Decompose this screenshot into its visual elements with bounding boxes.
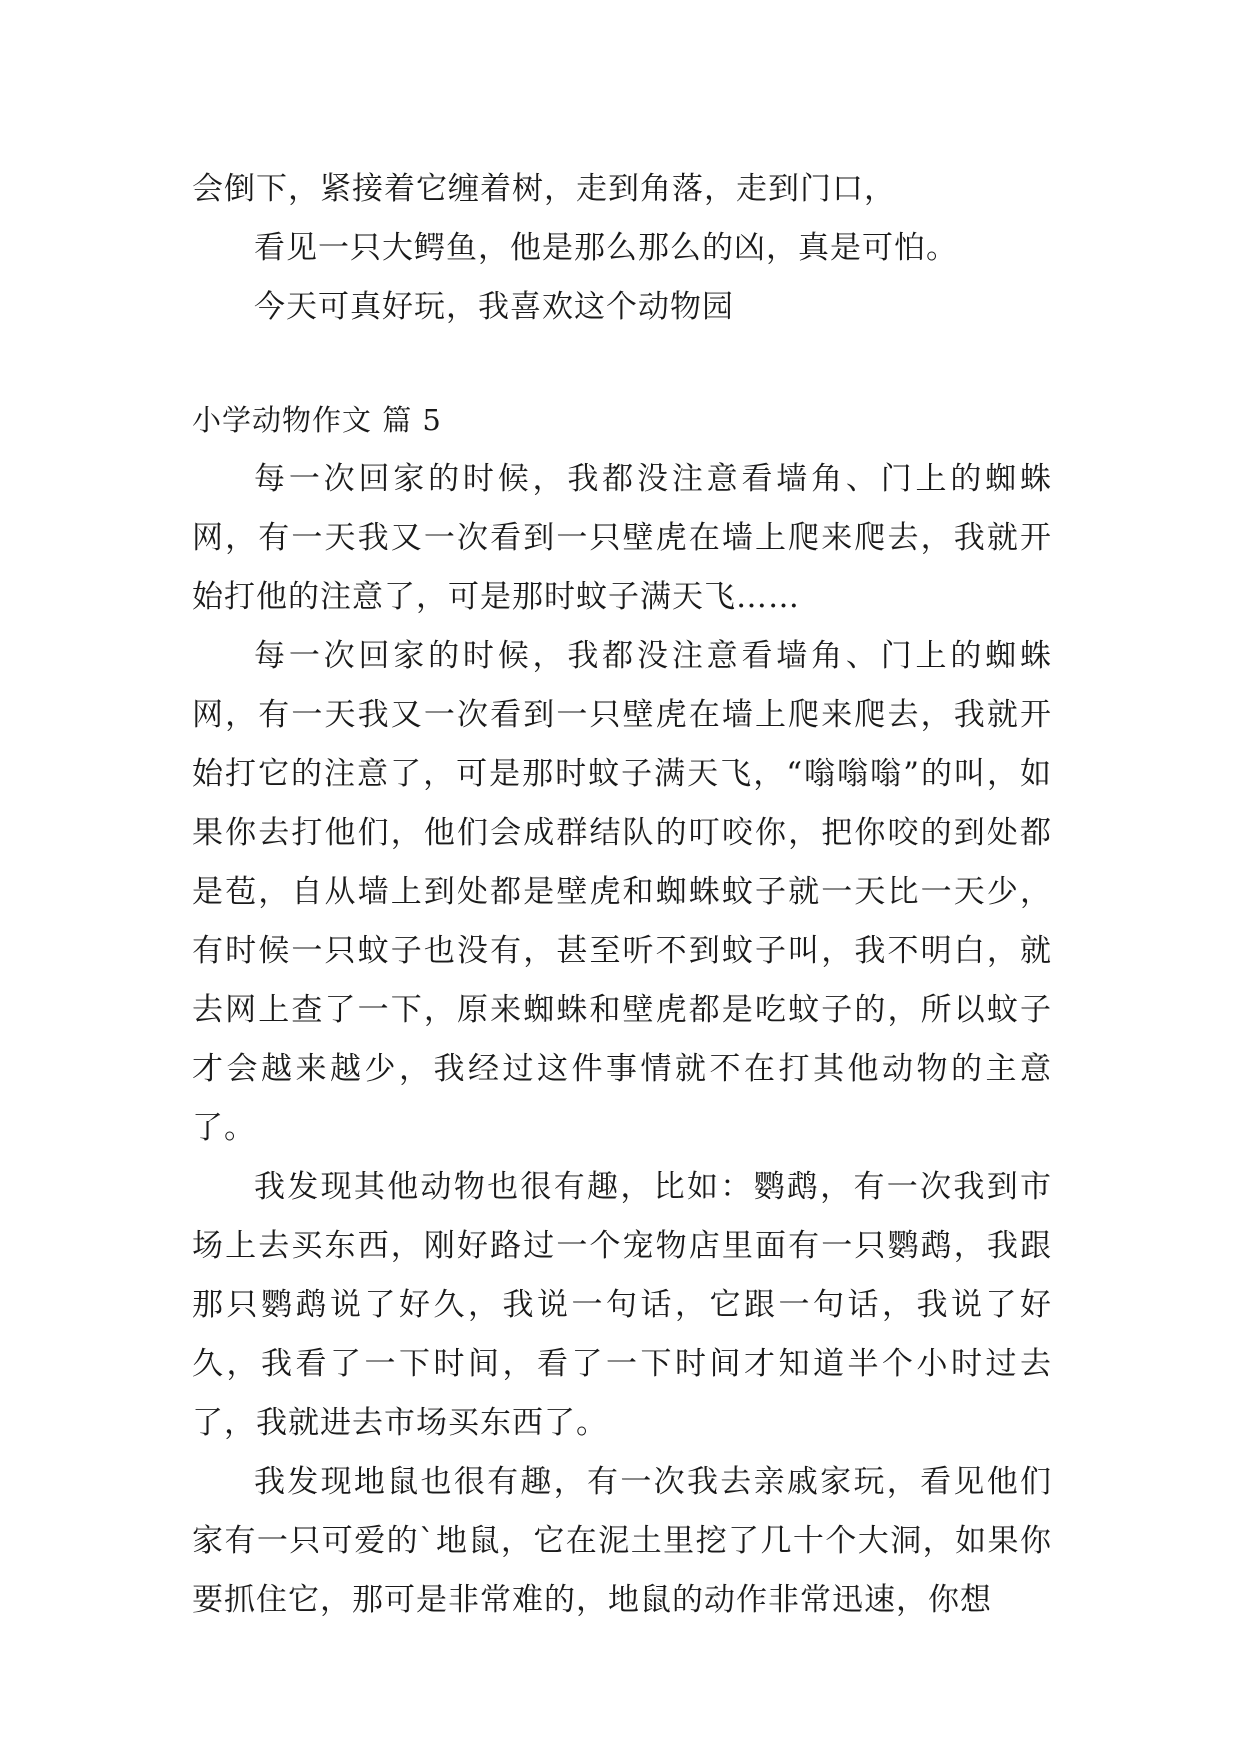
section-body [192, 450, 1052, 1630]
paragraph: 每一次回家的时候，我都没注意看墙角、门上的蜘蛛网，有一天我又一次看到一只壁虎在墙上爬来爬去，我就开始打它的注意了，可是那时蚊子满天飞，“嗡嗡嗡”的叫，如果你去打他们，他们会成群结队的叮咬你，把你咬的到处都是苞，自从墙上到处都是壁虎和蜘蛛蚊子就一天比一天少，有时候一只蚊子也没有，甚至听不到蚊子叫，我不明白，就去网上查了一下，原来蜘蛛和壁虎都是吃蚊子的，所以蚊子才会越来越少，我经过这件事情就不在打其他动物的主意了。 [192, 638, 1052, 1146]
section-heading-block [192, 391, 1052, 450]
paragraph: 我发现地鼠也很有趣，有一次我去亲戚家玩，看见他们家有一只可爱的`地鼠，它在泥土里挖了几十个大洞，如果你要抓住它，那可是非常难的，地鼠的动作非常迅速，你想 [192, 1464, 1052, 1618]
text-line: 今天可真好玩，我喜欢这个动物园 [254, 289, 734, 325]
text-line: 看见一只大鳄鱼，他是那么那么的凶，真是可怕。 [254, 230, 958, 266]
paragraph: 每一次回家的时候，我都没注意看墙角、门上的蜘蛛网，有一天我又一次看到一只壁虎在墙上爬来爬去，我就开始打他的注意了，可是那时蚊子满天飞…… [192, 461, 1052, 615]
text-line: 会倒下，紧接着它缠着树，走到角落，走到门口， [192, 171, 896, 207]
paragraph: 我发现其他动物也很有趣，比如：鹦鹉，有一次我到市场上去买东西，刚好路过一个宠物店里面有一只鹦鹉，我跟那只鹦鹉说了好久，我说一句话，它跟一句话，我说了好久，我看了一下时间，看了一下时间才知道半个小时过去了，我就进去市场买东西了。 [192, 1169, 1052, 1441]
section-title: 小学动物作文 篇 5 [192, 403, 442, 437]
previous-section-ending [192, 160, 1052, 337]
